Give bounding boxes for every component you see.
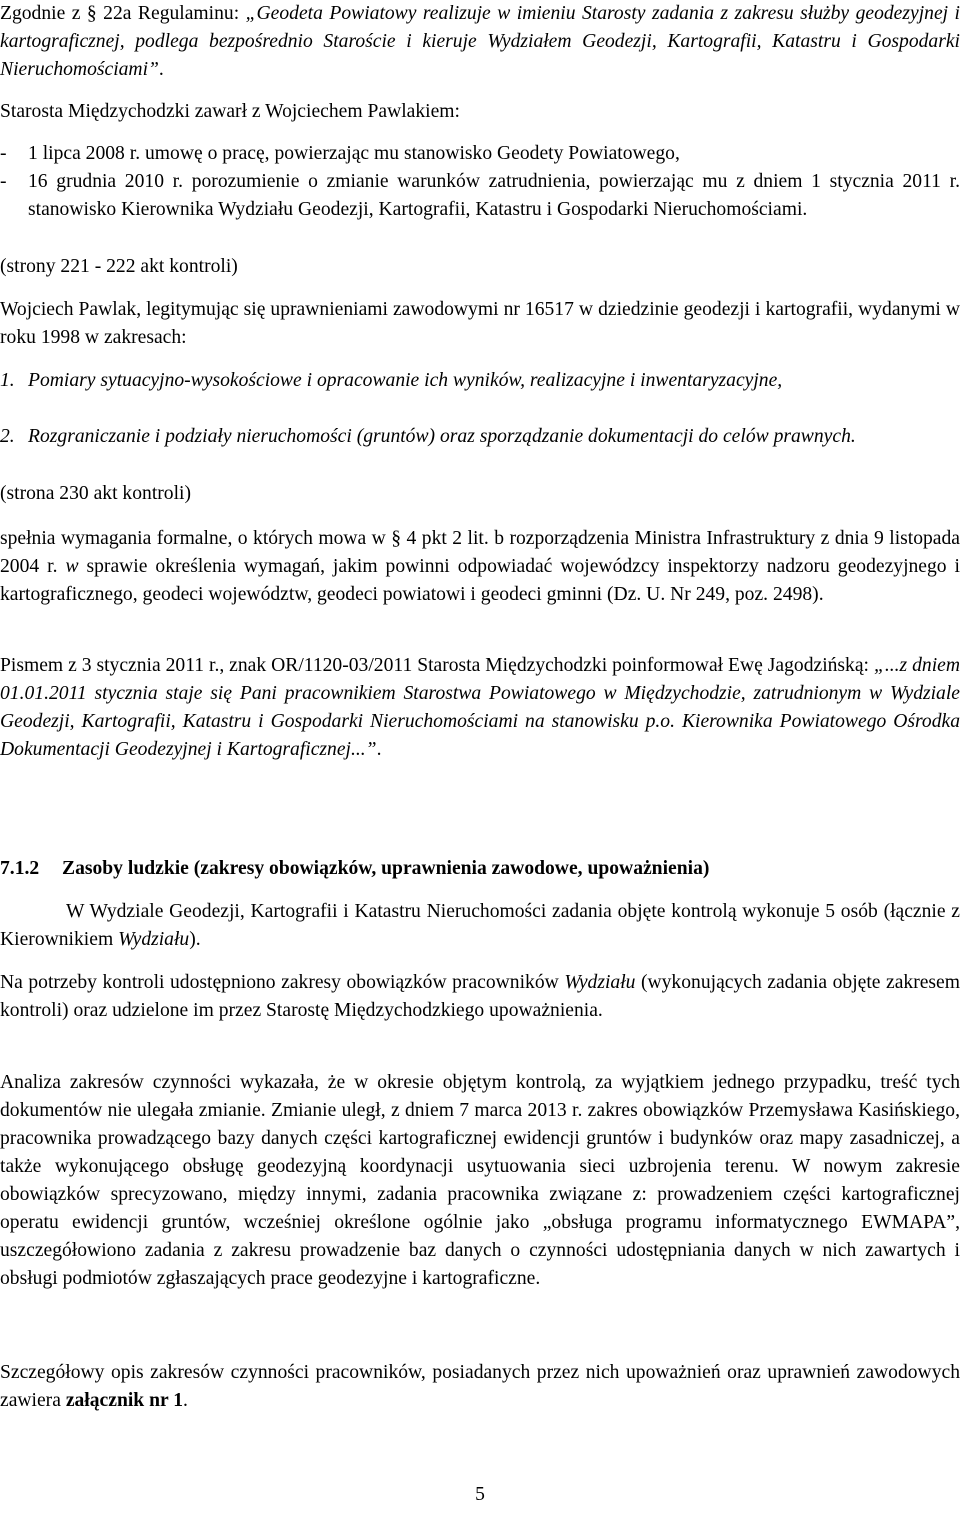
- paragraph-text: Zgodnie z § 22a Regulaminu:: [0, 3, 246, 24]
- paragraph-analysis: Analiza zakresów czynności wykazała, że w okresie objętym kontrolą, za wyjątkiem jednego przypadku, treść tych dokumentów nie ulegała zmianie. Zmianie uległ, z dniem 7 marca 2013 r. zakres obowiązków Przemysława Kasińskiego, pracownika prowadzącego bazy danych części kartograficznej ewidencji gruntów i budynków oraz mapy zasadniczej, a także wykonującego obsługę geodezyjną koordynacji usytuowania sieci uzbrojenia terenu. W nowym zakresie obowiązków sprecyzowano, między innymi, zadania pracownika związane z: prowadzeniem części kartograficznej operatu ewidencji gruntów, wcześniej określone ogólnie jako „obsługa programu informatycznego EWMAPA”, uszczegółowiono zadania z zakresu prowadzenie baz danych o czynności udostępniania danych w nich zawartych i obsługi podmiotów zgłaszających prace geodezyjne i kartograficzne.: [0, 1072, 960, 1289]
- paragraph-italic: Wydziału: [118, 929, 190, 950]
- regulation-quote: „Geodeta Powiatowy realizuje w imieniu Starosty zadania z zakresu służby geodezyjnej i kartograficznej, podlega bezpośrednio Staroście i kieruje Wydziałem Geodezji, Kartografii, Katastru i Gospodarki Nieruchomościami”: [0, 3, 960, 80]
- list-item-text: 16 grudnia 2010 r. porozumienie o zmianie warunków zatrudnienia, powierzając mu z dniem 1 stycznia 2011 r. stanowisko Kierownika Wydziału Geodezji, Kartografii, Katastru i Gospodarki Nieruchomościami.: [28, 171, 960, 220]
- list-item-text: Rozgraniczanie i podziały nieruchomości (gruntów) oraz sporządzanie dokumentacji do celów prawnych.: [28, 426, 856, 447]
- paragraph-text-end: sprawie określenia wymagań, jakim powinni odpowiadać wojewódzcy inspektorzy nadzoru geodezyjnego i kartograficznego, geodeci województw, geodeci powiatowi i geodeci gminni (Dz. U. Nr 249, poz. 2498).: [0, 556, 960, 605]
- paragraph-italic: w: [65, 556, 79, 577]
- list-dash: -: [0, 171, 7, 192]
- section-number: 7.1.2: [0, 858, 40, 879]
- paragraph-text-end: .: [376, 739, 382, 760]
- list-dash: -: [0, 143, 7, 164]
- list-item-text: Pomiary sytuacyjno-wysokościowe i opracowanie ich wyników, realizacyjne i inwentaryzacyjne,: [28, 370, 783, 391]
- paragraph-staff: [0, 898, 960, 954]
- paragraph-scope: [0, 969, 960, 1025]
- section-title: Zasoby ludzkie (zakresy obowiązków, uprawnienia zawodowe, upoważnienia): [62, 858, 710, 879]
- paragraph-italic: Wydziału: [564, 972, 636, 993]
- paragraph-qualifications: Wojciech Pawlak, legitymując się uprawnieniami zawodowymi nr 16517 w dziedzinie geodezji i kartografii, wydanymi w roku 1998 w zakresach:: [0, 299, 960, 348]
- list-item-text: 1 lipca 2008 r. umowę o pracę, powierzając mu stanowisko Geodety Powiatowego,: [28, 143, 680, 164]
- paragraph-text-end: ).: [189, 929, 201, 950]
- paragraph-text: W Wydziale Geodezji, Kartografii i Katastru Nieruchomości zadania objęte kontrolą wykonuje 5 osób (łącznie z Kierownikiem: [0, 901, 960, 950]
- paragraph-text: Na potrzeby kontroli udostępniono zakresy obowiązków pracowników: [0, 972, 565, 993]
- paragraph-text-end: .: [183, 1390, 188, 1411]
- paragraph-text: Szczegółowy opis zakresów czynności pracowników, posiadanych przez nich upoważnień oraz uprawnień zawodowych zawiera: [0, 1362, 960, 1411]
- paragraph-starosta: Starosta Międzychodzki zawarł z Wojciechem Pawlakiem:: [0, 101, 460, 122]
- paragraph-text: spełnia wymagania formalne, o których mowa w § 4 pkt 2 lit. b rozporządzenia Ministra Infrastruktury z dnia 9 listopada 2004 r.: [0, 528, 960, 577]
- paragraph-letter: [0, 652, 960, 764]
- paragraph-attachment: [0, 1359, 960, 1415]
- paragraph-regulation: [0, 0, 960, 84]
- paragraph-text-end: .: [158, 59, 164, 80]
- list-number: 2.: [0, 426, 15, 447]
- paragraph-requirements: [0, 525, 960, 609]
- reference-note: (strona 230 akt kontroli): [0, 483, 192, 504]
- attachment-reference: załącznik nr 1: [65, 1390, 184, 1411]
- letter-quote: „...z dniem 01.01.2011 stycznia staje się Pani pracownikiem Starostwa Powiatowego w Międzychodzie, zatrudnionym w Wydziale Geodezji, Kartografii, Katastru i Gospodarki Nieruchomościami na stanowisku p.o. Kierownika Powiatowego Ośrodka Dokumentacji Geodezyjnej i Kartograficznej...”: [0, 655, 960, 760]
- paragraph-text: Pismem z 3 stycznia 2011 r., znak OR/1120-03/2011 Starosta Międzychodzki poinformował Ewę Jagodzińską:: [0, 655, 874, 676]
- section-heading: [0, 855, 709, 883]
- page-number: 5: [475, 1484, 485, 1505]
- list-number: 1.: [0, 370, 15, 391]
- paragraph-text-end: (wykonujących zadania objęte zakresem kontroli) oraz udzielone im przez Starostę Międzychodzkiego upoważnienia.: [0, 972, 960, 1021]
- reference-note: (strony 221 - 222 akt kontroli): [0, 256, 238, 277]
